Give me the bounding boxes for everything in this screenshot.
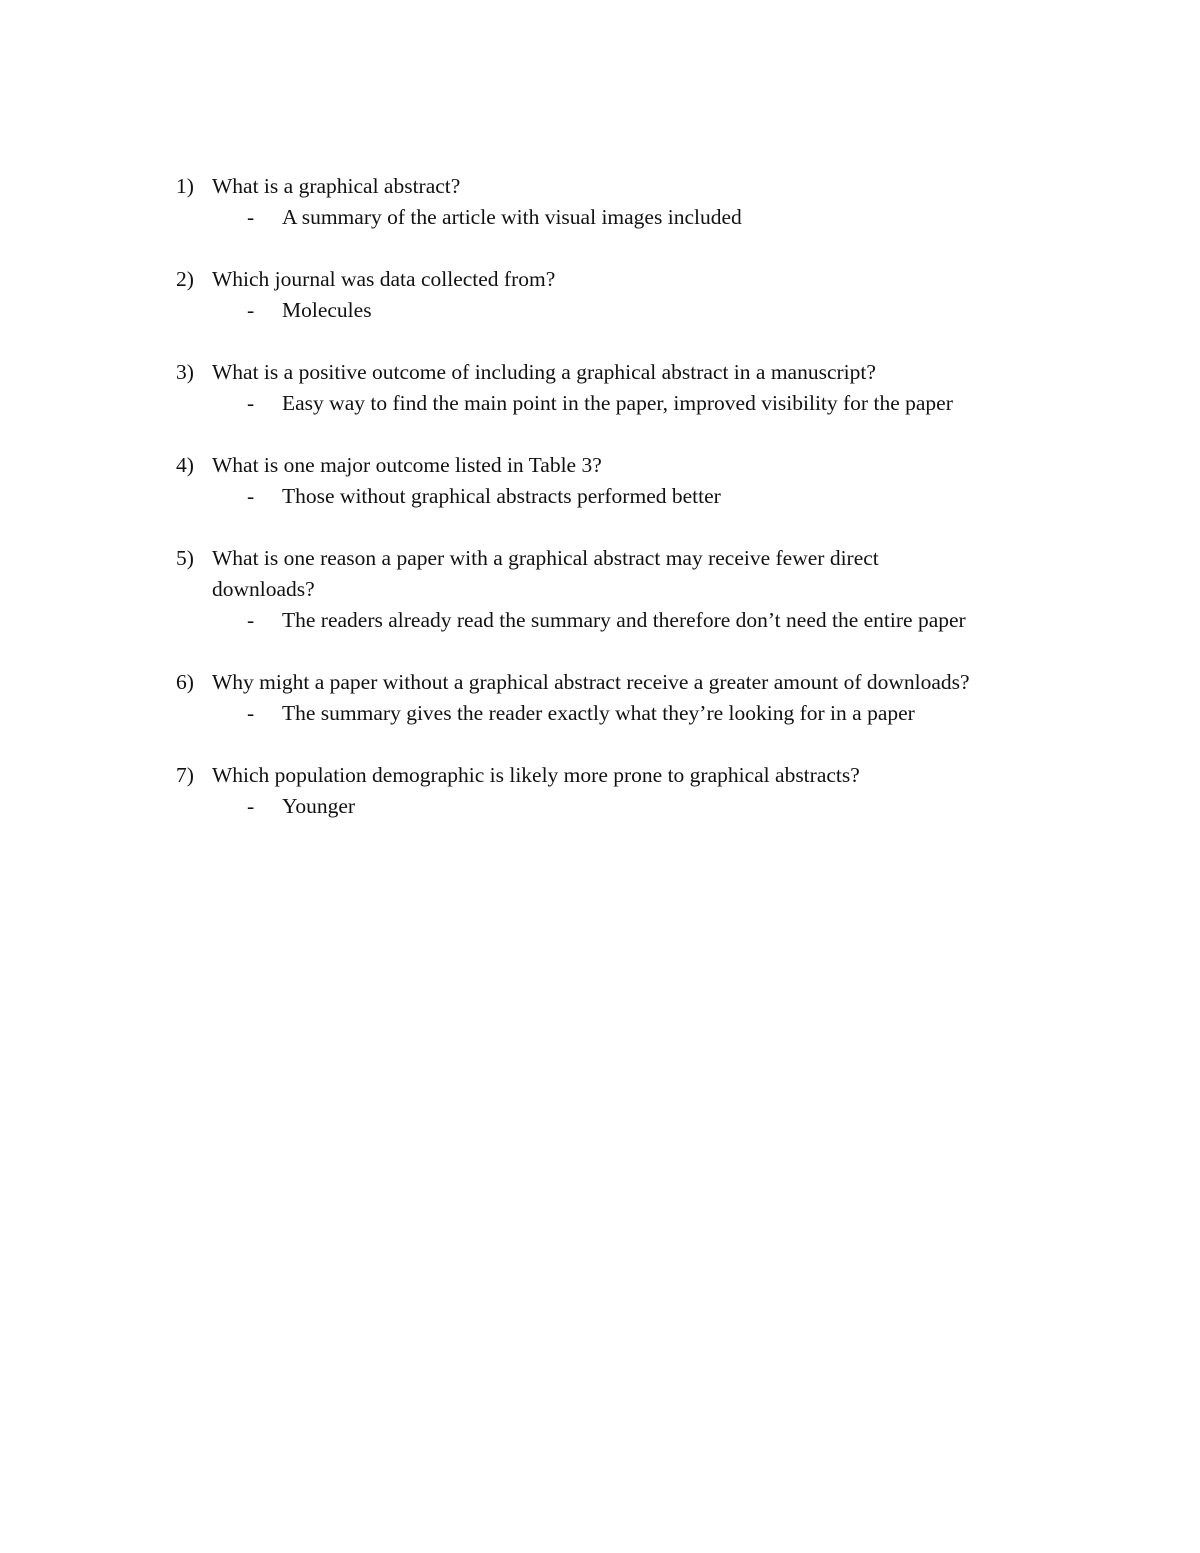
- answer-row: [176, 605, 1076, 636]
- answer-bullet: -: [247, 391, 255, 415]
- answer-row: [176, 698, 1076, 729]
- question-row: [176, 171, 1076, 202]
- question-text: Which journal was data collected from?: [212, 267, 556, 291]
- qa-item-1: [176, 171, 1076, 233]
- question-row: [176, 264, 1076, 295]
- answer-text: Molecules: [282, 298, 372, 322]
- question-text: Why might a paper without a graphical abstract receive a greater amount of downloads?: [212, 670, 970, 694]
- answer-bullet: -: [247, 608, 255, 632]
- question-text: What is a positive outcome of including a graphical abstract in a manuscript?: [212, 360, 876, 384]
- answer-row: [176, 295, 1076, 326]
- question-text: What is one major outcome listed in Table 3?: [212, 453, 602, 477]
- qa-item-7: [176, 760, 1076, 822]
- question-number: 6): [176, 670, 194, 694]
- qa-item-4: [176, 450, 1076, 512]
- question-number: 4): [176, 453, 194, 477]
- answer-bullet: -: [247, 298, 255, 322]
- qa-item-5: [176, 543, 1076, 636]
- question-number: 7): [176, 763, 194, 787]
- question-row: [176, 450, 1076, 481]
- question-row: [176, 760, 1076, 791]
- answer-row: [176, 202, 1076, 233]
- question-row: [176, 357, 1076, 388]
- question-number: 3): [176, 360, 194, 384]
- answer-bullet: -: [247, 794, 255, 818]
- question-row: [176, 667, 1076, 698]
- question-text: Which population demographic is likely more prone to graphical abstracts?: [212, 763, 860, 787]
- answer-text: Easy way to find the main point in the paper, improved visibility for the paper: [282, 391, 953, 415]
- qa-item-6: [176, 667, 1076, 729]
- answer-bullet: -: [247, 205, 255, 229]
- answer-text: The summary gives the reader exactly what they’re looking for in a paper: [282, 701, 915, 725]
- answer-bullet: -: [247, 701, 255, 725]
- qa-item-3: [176, 357, 1076, 419]
- question-text: What is a graphical abstract?: [212, 174, 461, 198]
- answer-text: Younger: [282, 794, 356, 818]
- answer-bullet: -: [247, 484, 255, 508]
- question-text: What is one reason a paper with a graphical abstract may receive fewer direct downloads?: [212, 546, 879, 601]
- answer-text: Those without graphical abstracts performed better: [282, 484, 721, 508]
- question-number: 5): [176, 546, 194, 570]
- qa-item-2: [176, 264, 1076, 326]
- answer-row: [176, 481, 1076, 512]
- question-number: 1): [176, 174, 194, 198]
- answer-row: [176, 791, 1076, 822]
- question-answer-list: [176, 171, 1076, 853]
- answer-text: The readers already read the summary and therefore don’t need the entire paper: [282, 608, 966, 632]
- question-number: 2): [176, 267, 194, 291]
- answer-row: [176, 388, 1076, 419]
- question-row: [176, 543, 1076, 605]
- answer-text: A summary of the article with visual images included: [282, 205, 742, 229]
